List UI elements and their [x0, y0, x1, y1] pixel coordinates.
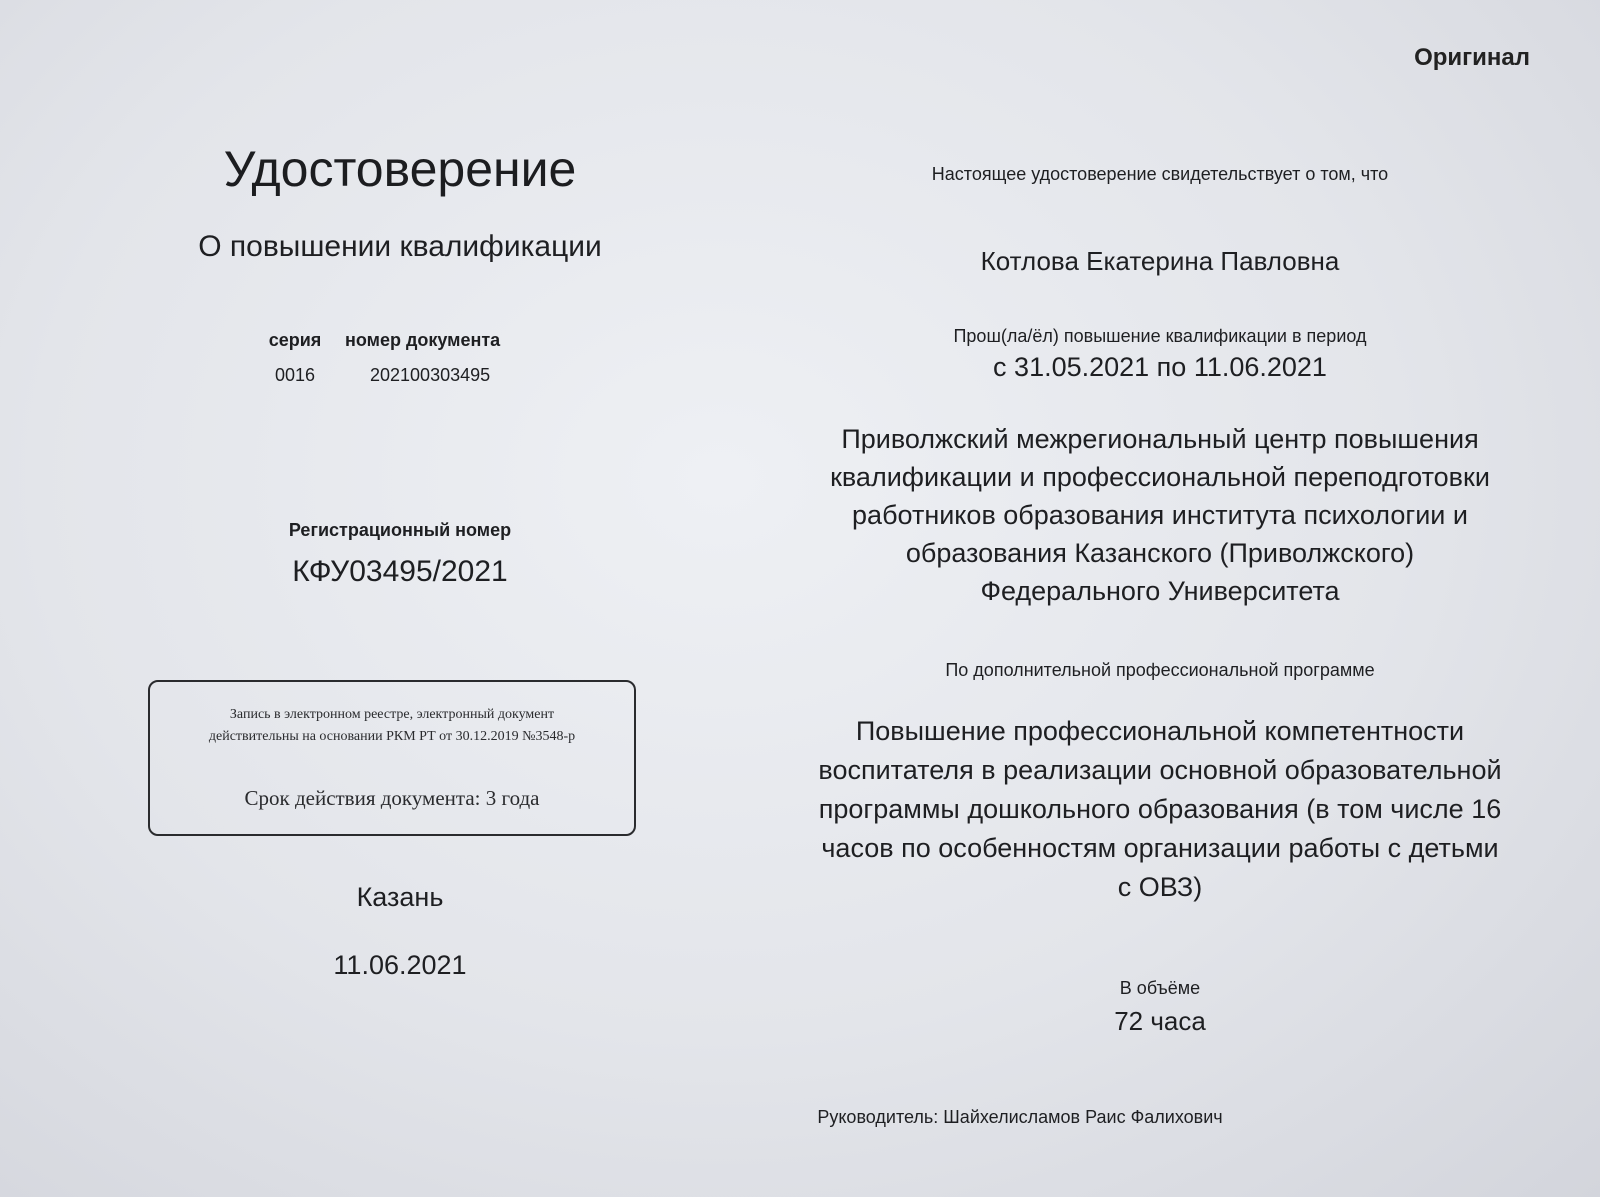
- program-title: [790, 712, 1530, 907]
- registration-number-label: Регистрационный номер: [288, 520, 512, 540]
- certificate-intro: Настоящее удостоверение свидетельствует о том, что: [931, 164, 1389, 184]
- institution-line: образования Казанского (Приволжского): [905, 538, 1415, 568]
- head-signature-line: Руководитель: Шайхелисламов Раис Фалихович: [817, 1107, 1223, 1127]
- institution-line: Приволжский межрегиональный центр повышения: [841, 424, 1479, 454]
- program-label: По дополнительной профессиональной программе: [945, 660, 1375, 680]
- registry-note-line: Запись в электронном реестре, электронный документ: [229, 707, 555, 722]
- program-line: воспитателя в реализации основной образовательной: [818, 755, 1502, 785]
- program-line: программы дошкольного образования (в том числе 16: [818, 794, 1502, 824]
- period-label: Прош(ла/ёл) повышение квалификации в период: [953, 326, 1367, 346]
- registration-number-value: КФУ03495/2021: [292, 555, 508, 588]
- volume-value: 72 часа: [1114, 1006, 1206, 1036]
- holder-full-name: Котлова Екатерина Павловна: [980, 246, 1340, 276]
- volume-label: В объёме: [1119, 978, 1201, 998]
- document-number-label: номер документа: [345, 330, 501, 350]
- registry-note-line: действительны на основании РКМ РТ от 30.12.2019 №3548-р: [208, 729, 576, 744]
- period-value: с 31.05.2021 по 11.06.2021: [993, 352, 1327, 382]
- institution-line: квалификации и профессиональной переподготовки: [830, 462, 1490, 492]
- issue-city: Казань: [356, 882, 444, 912]
- institution-line: Федерального Университета: [980, 576, 1340, 606]
- serial-number-block: [255, 330, 575, 386]
- electronic-registry-box: [148, 680, 636, 836]
- program-line: часов по особенностям организации работы с детьми: [821, 833, 1499, 863]
- institution-name: [790, 420, 1530, 610]
- document-subtitle: О повышении квалификации: [198, 230, 602, 263]
- program-line: Повышение профессиональной компетентности: [855, 716, 1465, 746]
- series-label: серия: [268, 330, 322, 350]
- registry-validity: Срок действия документа: 3 года: [244, 786, 540, 810]
- series-value: 0016: [274, 365, 316, 385]
- registry-note: [150, 704, 634, 748]
- document-number-value: 202100303495: [370, 365, 491, 385]
- issue-date: 11.06.2021: [333, 950, 467, 980]
- original-label: Оригинал: [1414, 44, 1530, 71]
- program-line: с ОВЗ): [1117, 872, 1203, 902]
- document-title: Удостоверение: [223, 141, 577, 197]
- institution-line: работников образования института психологии и: [852, 500, 1468, 530]
